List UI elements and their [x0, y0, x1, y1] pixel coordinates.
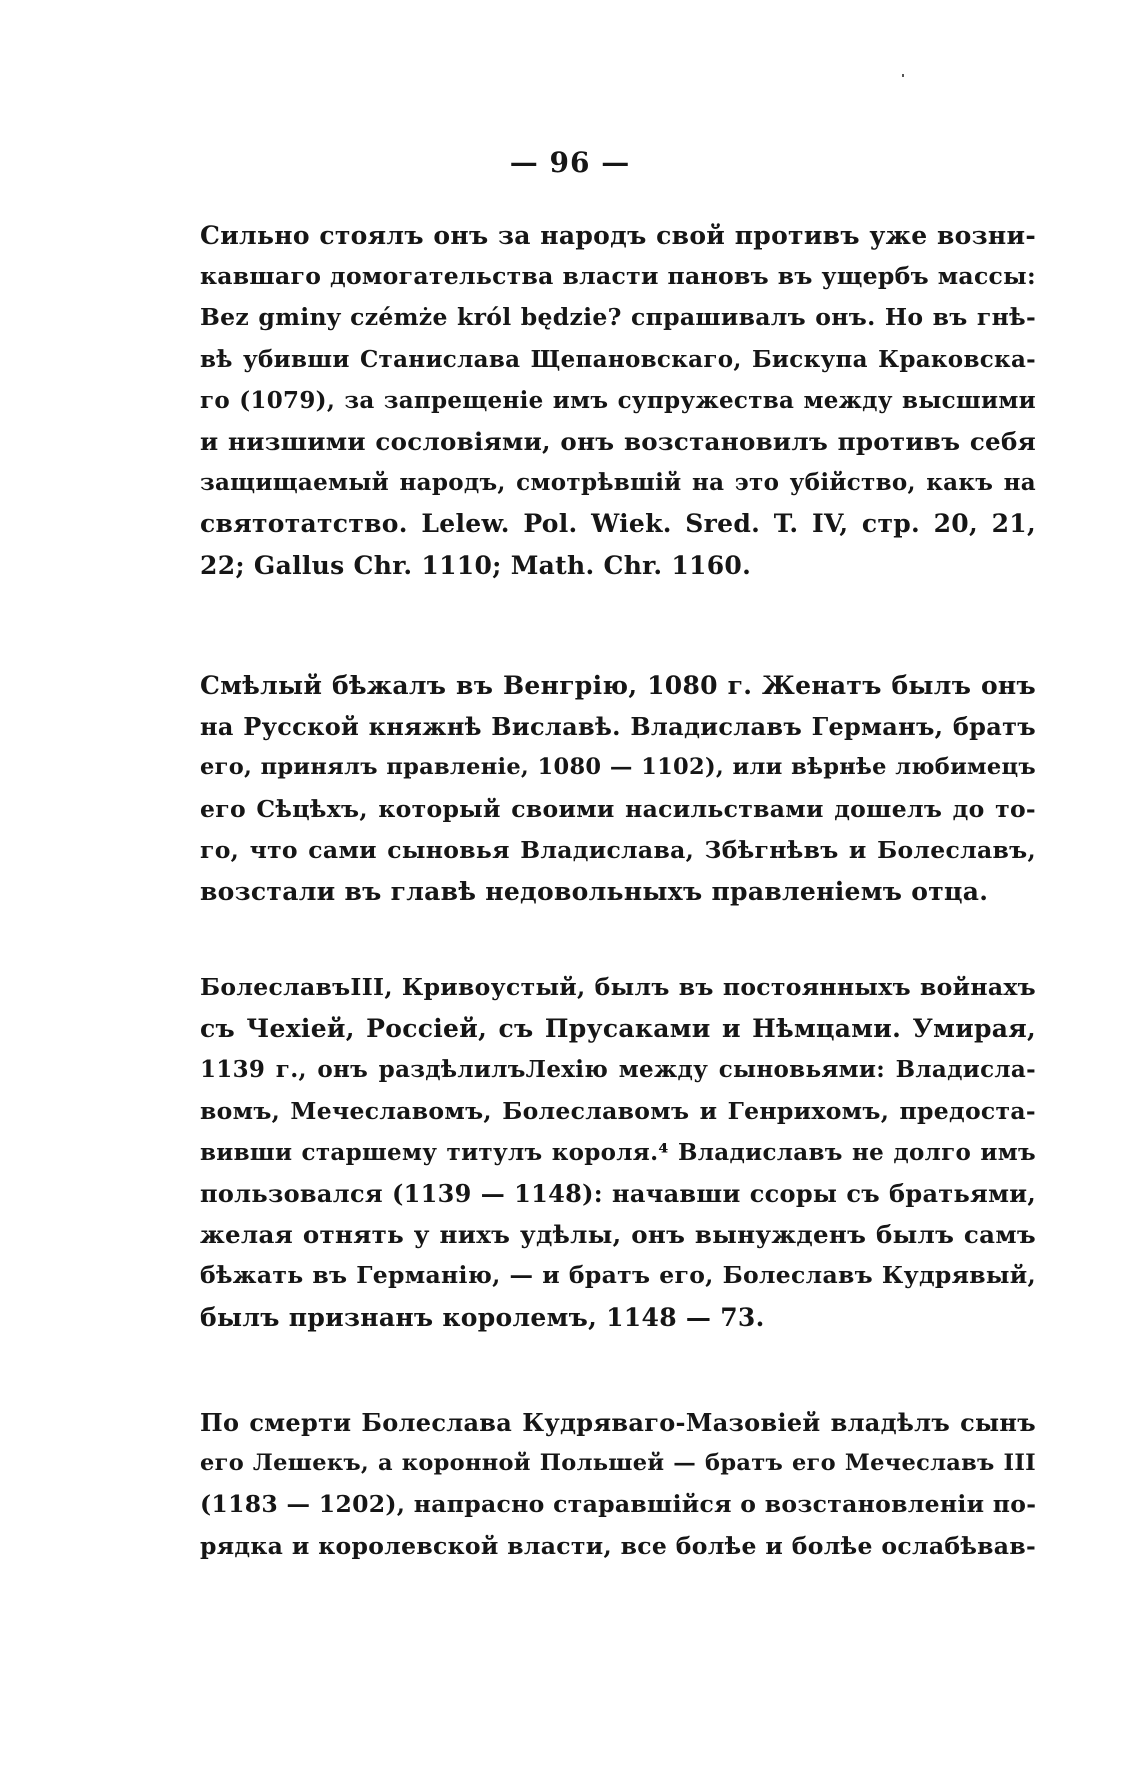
paragraph-line: По смерти Болеслава Кудряваго-Мазовіей владѣлъ сынъ — [200, 1408, 1036, 1437]
paragraph-line: возстали въ главѣ недовольныхъ правленіемъ отца. — [200, 876, 989, 906]
paragraph-line: его Сѣцѣхъ, который своими насильствами дошелъ до то- — [200, 794, 1036, 823]
paragraph-line: желая отнять у нихъ удѣлы, онъ вынужденъ былъ самъ — [200, 1220, 1036, 1250]
paragraph-line: 1139 г., онъ раздѣлилъЛехію между сыновьями: Владисла- — [200, 1056, 1036, 1084]
scan-speck — [902, 74, 904, 77]
paragraph-line: Сильно стоялъ онъ за народъ свой противъ уже возни- — [200, 221, 1036, 250]
paragraph-line: вивши старшему титулъ короля.⁴ Владиславъ не долго имъ — [200, 1138, 1036, 1166]
paragraph-line: кавшаго домогательства власти пановъ въ ущербъ массы: — [200, 262, 1036, 291]
paragraph-line: былъ признанъ королемъ, 1148 — 73. — [200, 1302, 765, 1332]
paragraph-line: Bez gminy czémże król będzie? спрашивалъ онъ. Но въ гнѣ- — [200, 303, 1036, 332]
paragraph-1 — [200, 215, 1036, 586]
paragraph-line: бѣжать въ Германію, — и братъ его, Болеславъ Кудрявый, — [200, 1261, 1036, 1290]
paragraph-line: (1183 — 1202), напрасно старавшійся о возстановленіи по- — [200, 1490, 1037, 1519]
paragraph-3 — [200, 967, 1036, 1338]
paragraph-line: его, принялъ правленіе, 1080 — 1102), или вѣрнѣе любимецъ — [200, 754, 1036, 781]
paragraph-line: на Русской княжнѣ Виславѣ. Владиславъ Германъ, братъ — [200, 712, 1036, 742]
paragraph-line: защищаемый народъ, смотрѣвшій на это убійство, какъ на — [200, 469, 1036, 497]
paragraph-line: и низшими сословіями, онъ возстановилъ противъ себя — [200, 426, 1036, 456]
paragraph-line: го (1079), за запрещеніе имъ супружества между высшими — [200, 386, 1036, 414]
paragraph-line: рядка и королевской власти, все болѣе и болѣе ослабѣвав- — [200, 1531, 1036, 1560]
paragraph-2 — [200, 665, 1036, 912]
paragraph-line: пользовался (1139 — 1148): начавши ссоры съ братьями, — [200, 1178, 1036, 1208]
paragraph-line: го, что сами сыновья Владислава, Збѣгнѣвъ и Болеславъ, — [200, 835, 1036, 864]
paragraph-line: БолеславъIII, Кривоустый, былъ въ постоянныхъ войнахъ — [200, 973, 1036, 1001]
paragraph-line: съ Чехіей, Россіей, съ Прусаками и Нѣмцами. Умирая, — [200, 1014, 1036, 1044]
paragraph-4 — [200, 1402, 1036, 1567]
paragraph-line: святотатство. Lelew. Pol. Wiek. Sred. T. IV, стр. 20, 21, — [200, 509, 1036, 539]
paragraph-line: 22; Gallus Chr. 1110; Math. Chr. 1160. — [200, 550, 752, 580]
paragraph-line: вѣ убивши Станислава Щепановскаго, Бискупа Краковска- — [200, 345, 1036, 373]
page-number: — 96 — — [509, 146, 631, 179]
paragraph-line: вомъ, Мечеславомъ, Болеславомъ и Генрихомъ, предоста- — [200, 1096, 1036, 1125]
paragraph-line: его Лешекъ, а коронной Польшей — братъ его Мечеславъ III — [200, 1450, 1036, 1477]
paragraph-line: Смѣлый бѣжалъ въ Венгрію, 1080 г. Женатъ былъ онъ — [200, 671, 1036, 700]
